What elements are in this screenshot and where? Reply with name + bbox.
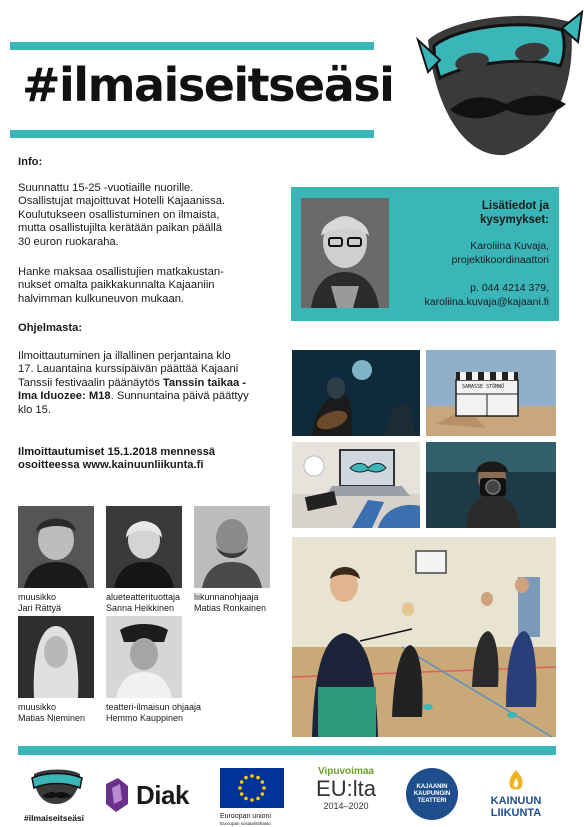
header-top-bar xyxy=(10,42,374,50)
vipuvoimaa-title: Vipuvoimaa xyxy=(318,766,374,777)
instructor-photo xyxy=(106,616,182,698)
diak-emblem-icon xyxy=(102,778,132,812)
program-text: . Sunnuntaina päivä päättyy xyxy=(110,390,249,403)
registration-url[interactable]: osoitteessa www.kainuunliikunta.fi xyxy=(18,459,204,472)
contact-portrait xyxy=(301,198,389,308)
person-portrait-icon xyxy=(301,198,389,308)
contact-details xyxy=(425,282,549,309)
contact-role: projektikoordinaattori xyxy=(451,253,549,266)
eu-logo xyxy=(220,768,292,826)
page-title: #ilmaiseitseäsi xyxy=(22,58,394,112)
contact-email[interactable]: karoliina.kuvaja@kajaani.fi xyxy=(424,295,549,308)
vipuvoimaa-years: 2014–2020 xyxy=(323,801,369,811)
instructor-caption xyxy=(18,592,61,614)
eu-label: Euroopan unioni xyxy=(220,813,271,820)
diak-label: Diak xyxy=(136,780,189,810)
info-line: 30 euron ruokaraha. xyxy=(18,235,119,248)
header-bottom-bar xyxy=(10,130,374,138)
theatre-mask-icon xyxy=(26,766,86,806)
program-paragraph xyxy=(18,350,288,417)
program-line: Ilmoittautuminen ja illallinen perjantaina klo xyxy=(18,350,231,362)
info-paragraph-2 xyxy=(18,266,288,306)
theatre-mask-icon xyxy=(410,0,584,160)
info-paragraph-1 xyxy=(18,182,288,249)
program-show-title: Tanssin taikaa - xyxy=(162,376,247,389)
instructor-role: muusikko xyxy=(18,702,57,712)
info-line: Suunnattu 15-25 -vuotiaille nuorille. xyxy=(18,182,194,194)
contact-name: Karoliina Kuvaja, xyxy=(470,240,549,252)
info-line: Koulutukseen osallistuminen on ilmaista, xyxy=(18,208,220,221)
contact-box xyxy=(291,187,559,321)
contact-heading-line: Lisätiedot ja xyxy=(481,200,549,212)
kl-label: LIIKUNTA xyxy=(490,807,542,819)
instructor-name: Matias Ronkainen xyxy=(194,603,267,613)
program-line: 17. Lauantaina kurssipäivän päättää Kajaani xyxy=(18,363,239,376)
photo-camera xyxy=(426,442,556,528)
clapperboard-text: SAMASSE STÖMNÖ xyxy=(462,384,505,390)
contact-phone[interactable]: p. 044 4214 379, xyxy=(470,282,549,294)
instructor-photo xyxy=(106,506,182,588)
theatre-label: KAUPUNGIN xyxy=(413,791,451,797)
footer-brand-logo xyxy=(24,766,86,823)
footer-brand-label: #ilmaiseitseäsi xyxy=(24,813,85,823)
instructor-photo xyxy=(18,506,94,588)
footer-bar xyxy=(18,746,556,755)
photo-concert xyxy=(292,350,420,436)
contact-person xyxy=(452,240,549,267)
instructor-caption xyxy=(18,702,85,724)
diak-logo xyxy=(102,778,198,814)
theatre-label: TEATTERI xyxy=(417,798,447,804)
info-line: nukset omalta paikkakunnalta Kajaaniin xyxy=(18,279,215,292)
info-line: halvimman kulkuneuvon mukaan. xyxy=(18,292,185,305)
eu-flag-icon xyxy=(220,768,284,808)
instructor-caption xyxy=(106,702,201,724)
eu-sublabel: Euroopan sosiaalirahasto xyxy=(220,821,271,826)
instructor-role: muusikko xyxy=(18,592,57,602)
vipuvoimaa-main: EU:lta xyxy=(316,776,376,801)
flame-icon xyxy=(507,770,525,790)
program-line: klo 15. xyxy=(18,403,51,416)
photo-clapperboard xyxy=(426,350,556,436)
instructor-photo xyxy=(194,506,270,588)
instructor-caption xyxy=(194,592,266,614)
kainuun-liikunta-logo xyxy=(480,770,552,822)
info-line: mutta osallistujilta kerätään paikan päällä xyxy=(18,222,222,235)
instructor-caption xyxy=(106,592,180,614)
info-line: Osallistujat majoittuvat Hotelli Kajaanissa. xyxy=(18,195,226,208)
registration-info xyxy=(18,446,288,473)
kajaani-theatre-logo xyxy=(406,768,458,820)
program-text: Tanssii festivaalin päänäytös xyxy=(18,376,163,389)
program-heading: Ohjelmasta: xyxy=(18,322,83,334)
theatre-label: KAJAANIN xyxy=(416,784,448,790)
instructor-name: Matias Nieminen xyxy=(18,713,86,723)
kl-label: KAINUUN xyxy=(490,795,542,807)
instructor-name: Hemmo Kauppinen xyxy=(106,713,184,723)
instructor-role: alueteatterituottaja xyxy=(106,592,181,602)
instructor-role: liikunnanohjaaja xyxy=(194,592,259,602)
program-line xyxy=(18,390,288,403)
instructor-role: teatteri-ilmaisun ohjaaja xyxy=(106,702,202,712)
instructor-name: Sanna Heikkinen xyxy=(106,603,175,613)
photo-gym-juggling xyxy=(292,537,556,737)
instructor-name: Jari Rättyä xyxy=(18,603,62,613)
registration-deadline: Ilmoittautumiset 15.1.2018 mennessä xyxy=(18,446,216,458)
info-line: Hanke maksaa osallistujien matkakustan- xyxy=(18,266,224,278)
contact-heading-line: kysymykset: xyxy=(479,214,549,226)
info-heading: Info: xyxy=(18,156,43,168)
program-show-name: Ima Iduozee: M18 xyxy=(18,390,111,403)
photo-laptop xyxy=(292,442,420,528)
vipuvoimaa-logo xyxy=(306,766,386,820)
instructor-photo xyxy=(18,616,94,698)
program-line xyxy=(18,377,288,390)
contact-heading xyxy=(480,199,549,227)
